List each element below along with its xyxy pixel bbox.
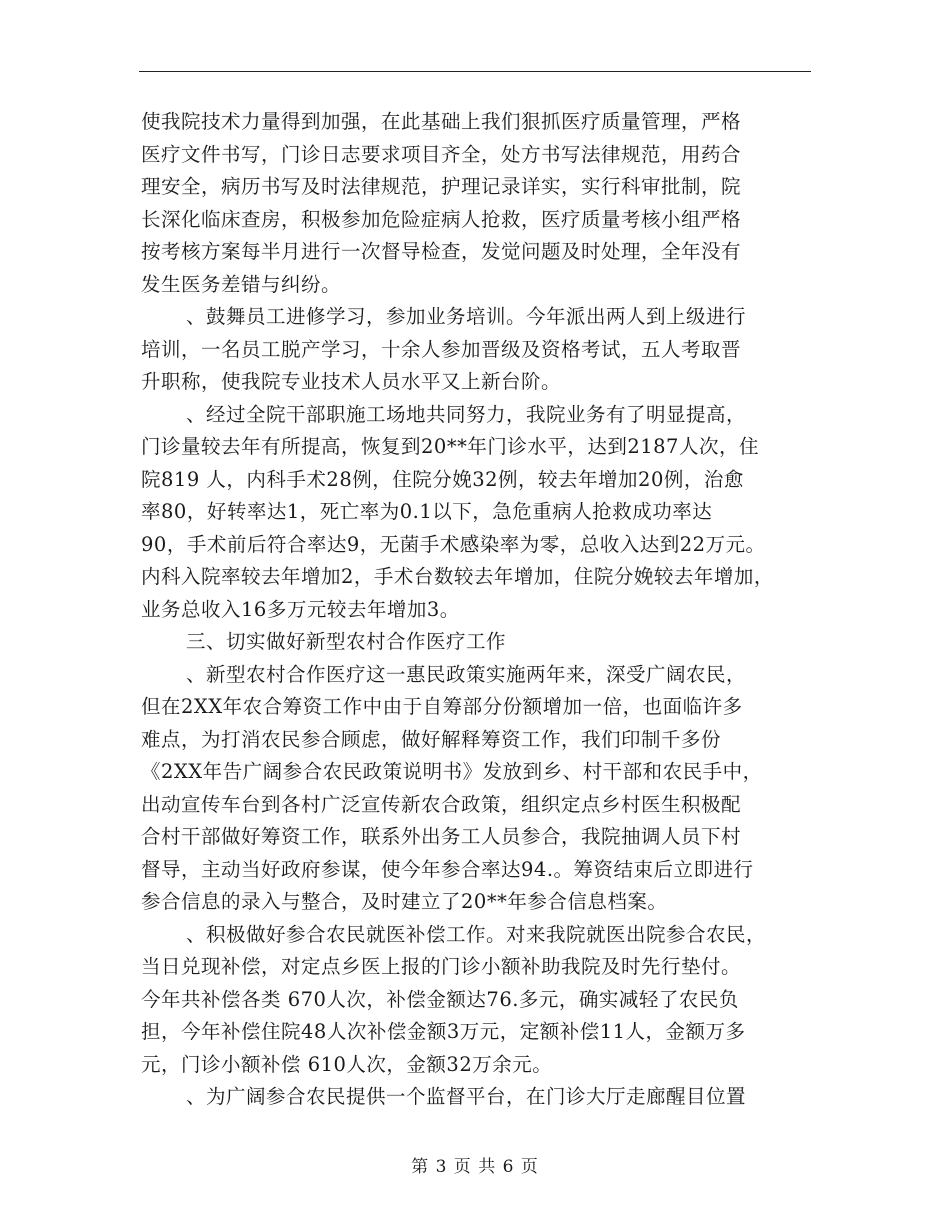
text-line: 使我院技术力量得到加强，在此基础上我们狠抓医疗质量管理，严格 <box>141 110 742 133</box>
text-line: 率80，好转率达1，死亡率为0.1以下，急危重病人抢救成功率达 <box>141 500 713 523</box>
text-line: 培训，一名员工脱产学习，十余人参加晋级及资格考试，五人考取晋 <box>141 337 742 361</box>
text-line: 医疗文件书写，门诊日志要求项目齐全，处方书写法律规范，用药合 <box>141 142 742 166</box>
text-line: 按考核方案每半月进行一次督导检查，发觉问题及时处理，全年没有 <box>141 240 742 263</box>
text-line: 参合信息的录入与整合，及时建立了20**年参合信息档案。 <box>141 890 668 913</box>
page-footer: 第 3 页 共 6 页 <box>411 1157 539 1177</box>
text-line: 院819 人，内科手术28例，住院分娩32例，较去年增加20例，治愈 <box>141 467 744 491</box>
text-line: 发生医务差错与纠纷。 <box>141 272 342 296</box>
text-line: 、鼓舞员工进修学习，参加业务培训。今年派出两人到上级进行 <box>186 305 747 328</box>
text-line: 今年共补偿各类 670人次，补偿金额达76.多元，确实减轻了农民负 <box>141 987 739 1011</box>
text-line: 难点，为打消农民参合顾虑，做好解释筹资工作，我们印制千多份 <box>141 727 722 751</box>
text-line: 但在2XX年农合筹资工作中由于自筹部分份额增加一倍，也面临许多 <box>141 695 743 718</box>
text-line: 、新型农村合作医疗这一惠民政策实施两年来，深受广阔农民， <box>186 662 747 686</box>
text-line: 三、切实做好新型农村合作医疗工作 <box>186 630 507 653</box>
text-line: 合村干部做好筹资工作，联系外出务工人员参合，我院抽调人员下村 <box>141 825 742 848</box>
text-line: 当日兑现补偿，对定点乡医上报的门诊小额补助我院及时先行垫付。 <box>141 955 742 978</box>
header-rule <box>139 71 811 72</box>
text-line: 元，门诊小额补偿 610人次，金额32万余元。 <box>141 1052 553 1076</box>
text-line: 理安全，病历书写及时法律规范，护理记录详实，实行科审批制，院 <box>141 175 742 198</box>
text-line: 升职称，使我院专业技术人员水平又上新台阶。 <box>141 370 562 393</box>
text-line: 、经过全院干部职施工场地共同努力，我院业务有了明显提高， <box>186 402 747 426</box>
text-line: 出动宣传车台到各村广泛宣传新农合政策，组织定点乡村医生积极配 <box>141 792 742 816</box>
text-line: 督导，主动当好政府参谋，使今年参合率达94.。筹资结束后立即进行 <box>141 857 754 881</box>
text-line: 内科入院率较去年增加2，手术台数较去年增加，住院分娩较去年增加， <box>141 565 774 588</box>
text-line: 90，手术前后符合率达9，无菌手术感染率为零，总收入达到22万元。 <box>141 532 766 556</box>
text-line: 长深化临床查房，积极参加危险症病人抢救，医疗质量考核小组严格 <box>141 207 742 231</box>
text-line: 担，今年补偿住院48人次补偿金额3万元，定额补偿11人，金额万多 <box>141 1020 746 1043</box>
text-line: 、为广阔参合农民提供一个监督平台，在门诊大厅走廊醒目位置 <box>186 1085 747 1108</box>
body-text <box>141 106 811 1114</box>
text-line: 《2XX年告广阔参合农民政策说明书》发放到乡、村干部和农民手中， <box>141 760 763 783</box>
text-line: 业务总收入16多万元较去年增加3。 <box>141 597 460 621</box>
text-line: 、积极做好参合农民就医补偿工作。对来我院就医出院参合农民， <box>186 922 767 946</box>
text-line: 门诊量较去年有所提高，恢复到20**年门诊水平，达到2187人次，住 <box>141 435 759 458</box>
